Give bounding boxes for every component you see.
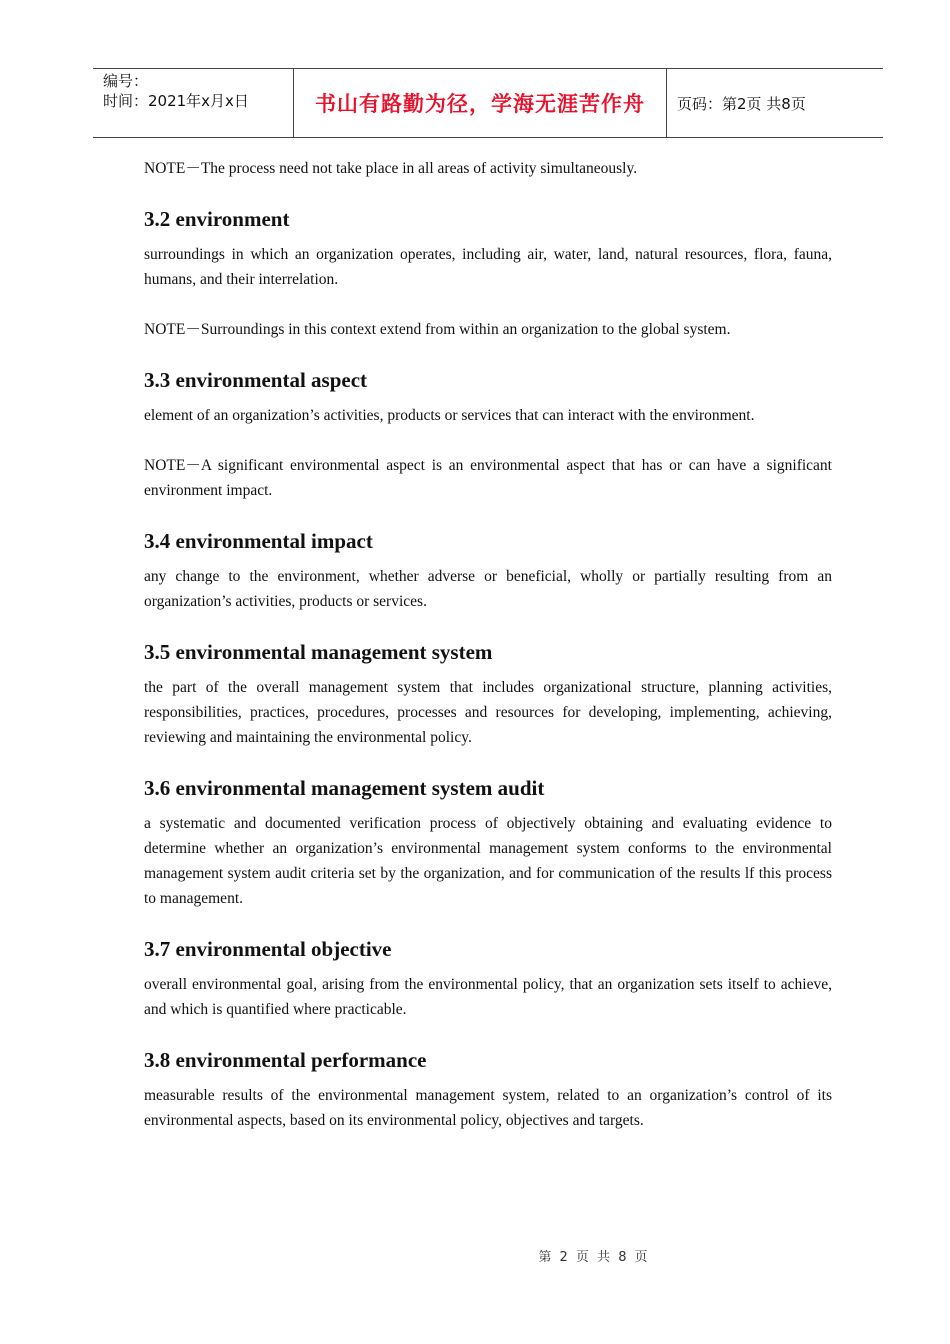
section-heading: 3.6 environmental management system audit [144, 776, 545, 800]
section-body: element of an organization’s activities, products or services that can interact with the environment. [144, 407, 755, 424]
section-heading: 3.4 environmental impact [144, 529, 373, 553]
section-body: measurable results of the environmental management system, related to an organization’s control of its environmental aspects, based on its environmental policy, objectives and targets. [144, 1087, 832, 1129]
number-label: 编号： [103, 72, 149, 90]
section-body: the part of the overall management system that includes organizational structure, planning activities, responsibilities, practices, procedures, processes and resources for developing, implementing, achieving, reviewing and maintaining the environmental policy. [144, 679, 832, 746]
header-page-info: 页码：第2页 共8页 [677, 94, 806, 113]
time-label: 时间：2021年x月x日 [103, 92, 249, 110]
section-3-5 [144, 639, 832, 750]
section-heading: 3.2 environment [144, 207, 290, 231]
section-3-7 [144, 936, 832, 1022]
intro-note: NOTE－The process need not take place in all areas of activity simultaneously. [144, 160, 638, 177]
section-note: NOTE－A significant environmental aspect is an environmental aspect that has or can have a significant environment impact. [144, 457, 832, 499]
section-body: any change to the environment, whether adverse or beneficial, wholly or partially resulting from an organization’s activities, products or services. [144, 568, 832, 610]
section-3-8 [144, 1047, 832, 1133]
section-heading: 3.3 environmental aspect [144, 368, 368, 392]
document-header [93, 68, 883, 138]
section-note: NOTE－Surroundings in this context extend from within an organization to the global system. [144, 321, 731, 338]
section-3-6 [144, 775, 832, 911]
section-3-4 [144, 528, 832, 614]
document-body [144, 156, 832, 1158]
section-heading: 3.7 environmental objective [144, 937, 392, 961]
page-footer: 第 2 页 共 8 页 [538, 1250, 650, 1265]
section-3-2 [144, 206, 832, 342]
section-body: overall environmental goal, arising from the environmental policy, that an organization sets itself to achieve, and which is quantified where practicable. [144, 976, 832, 1018]
section-heading: 3.5 environmental management system [144, 640, 493, 664]
section-body: a systematic and documented verification process of objectively obtaining and evaluating evidence to determine whether an organization’s environmental management system conforms to the environmental management system audit criteria set by the organization, and for communication of the results lf this process to management. [144, 815, 832, 907]
section-body: surroundings in which an organization operates, including air, water, land, natural resources, flora, fauna, humans, and their interrelation. [144, 246, 832, 288]
section-3-3 [144, 367, 832, 503]
header-motto: 书山有路勤为径，学海无涯苦作舟 [294, 69, 667, 137]
header-meta-cell [93, 69, 294, 137]
section-heading: 3.8 environmental performance [144, 1048, 427, 1072]
